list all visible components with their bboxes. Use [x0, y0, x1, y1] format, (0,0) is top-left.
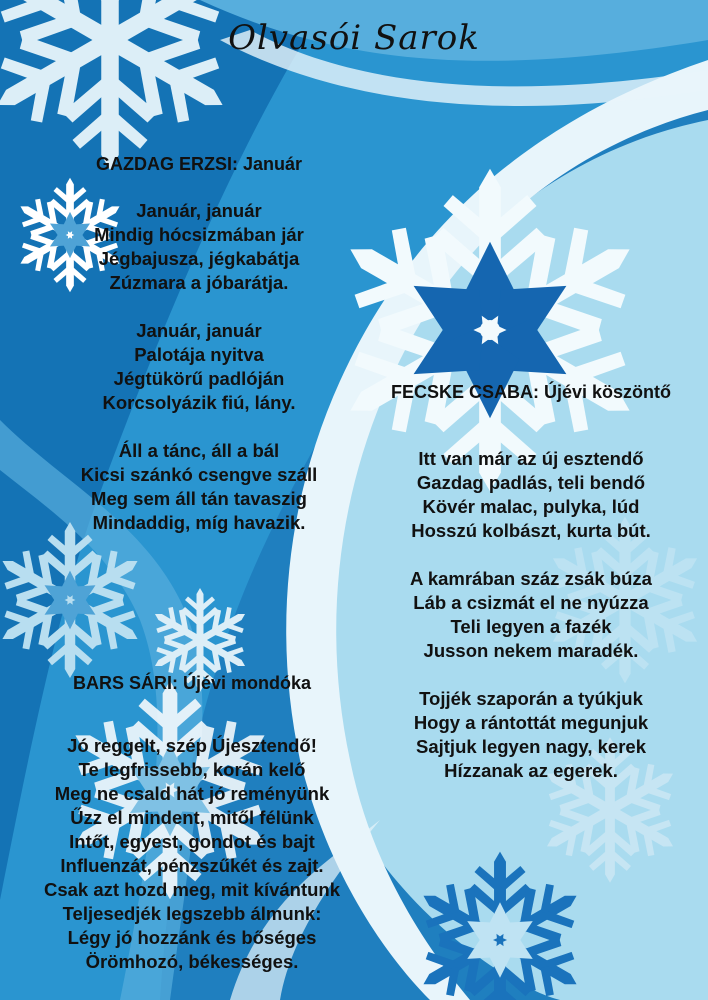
poem-heading: FECSKE CSABA: Újévi köszöntő [390, 382, 672, 402]
poem-line: Meg sem áll tán tavaszig [91, 488, 307, 509]
poem-stanza [346, 567, 708, 663]
poem-line: Áll a tánc, áll a bál [118, 440, 280, 461]
poem-stanza [34, 199, 364, 295]
poem-line: Január, január [136, 200, 262, 221]
poem-ujevi-koszonto [346, 382, 708, 807]
poem-line: A kamrában száz zsák búza [410, 568, 652, 589]
poem-line: Örömhozó, békességes. [85, 951, 299, 972]
poem-line: Kövér malac, pulyka, lúd [422, 496, 640, 517]
poem-line: Légy jó hozzánk és bőséges [67, 927, 317, 948]
poem-stanza [346, 447, 708, 543]
poem-line: Itt van már az új esztendő [418, 448, 644, 469]
poem-line: Láb a csizmát el ne nyúzza [413, 592, 649, 613]
poem-line: Intőt, egyest, gondot és bajt [69, 831, 315, 852]
poem-heading: BARS SÁRI: Újévi mondóka [72, 673, 312, 693]
poem-line: Influenzát, pénzszűkét és zajt. [60, 855, 324, 876]
poem-line: Zúzmara a jóbarátja. [109, 272, 289, 293]
poem-line: Teljesedjék legszebb álmunk: [62, 903, 322, 924]
poem-line: Jó reggelt, szép Újesztendő! [67, 735, 317, 756]
poem-line: Kicsi szánkó csengve száll [80, 464, 318, 485]
poem-line: Űzz el mindent, mitől félünk [70, 807, 314, 828]
poem-line: Gazdag padlás, teli bendő [416, 472, 646, 493]
poem-line: Hosszú kolbászt, kurta bút. [411, 520, 651, 541]
poem-stanza [8, 734, 376, 974]
poem-stanza [34, 439, 364, 535]
poem-line: Palotája nyitva [134, 344, 264, 365]
poem-line: Sajtjuk legyen nagy, kerek [416, 736, 646, 757]
poem-line: Hízzanak az egerek. [444, 760, 618, 781]
page-title: Olvasói Sarok [228, 18, 480, 58]
poem-line: Teli legyen a fazék [450, 616, 612, 637]
poem-januar [34, 154, 364, 559]
poem-line: Csak azt hozd meg, mit kívántunk [43, 879, 341, 900]
poem-line: Jusson nekem maradék. [423, 640, 639, 661]
poem-line: Mindaddig, míg havazik. [92, 512, 306, 533]
poem-stanza [346, 687, 708, 783]
poem-heading: GAZDAG ERZSI: Január [95, 154, 303, 174]
poem-line: Te legfrissebb, korán kelő [78, 759, 306, 780]
poem-line: Jégbajusza, jégkabátja [98, 248, 300, 269]
poem-ujevi-mondoka [8, 673, 376, 998]
poem-line: Jégtükörű padlóján [113, 368, 285, 389]
poem-line: Mindig hócsizmában jár [94, 224, 304, 245]
poem-line: Meg ne csald hát jó reményünk [54, 783, 330, 804]
poem-line: Hogy a rántottát megunjuk [413, 712, 649, 733]
poem-stanza [34, 319, 364, 415]
poem-line: Tojjék szaporán a tyúkjuk [419, 688, 643, 709]
poem-line: Korcsolyázik fiú, lány. [102, 392, 296, 413]
poem-line: Január, január [136, 320, 262, 341]
